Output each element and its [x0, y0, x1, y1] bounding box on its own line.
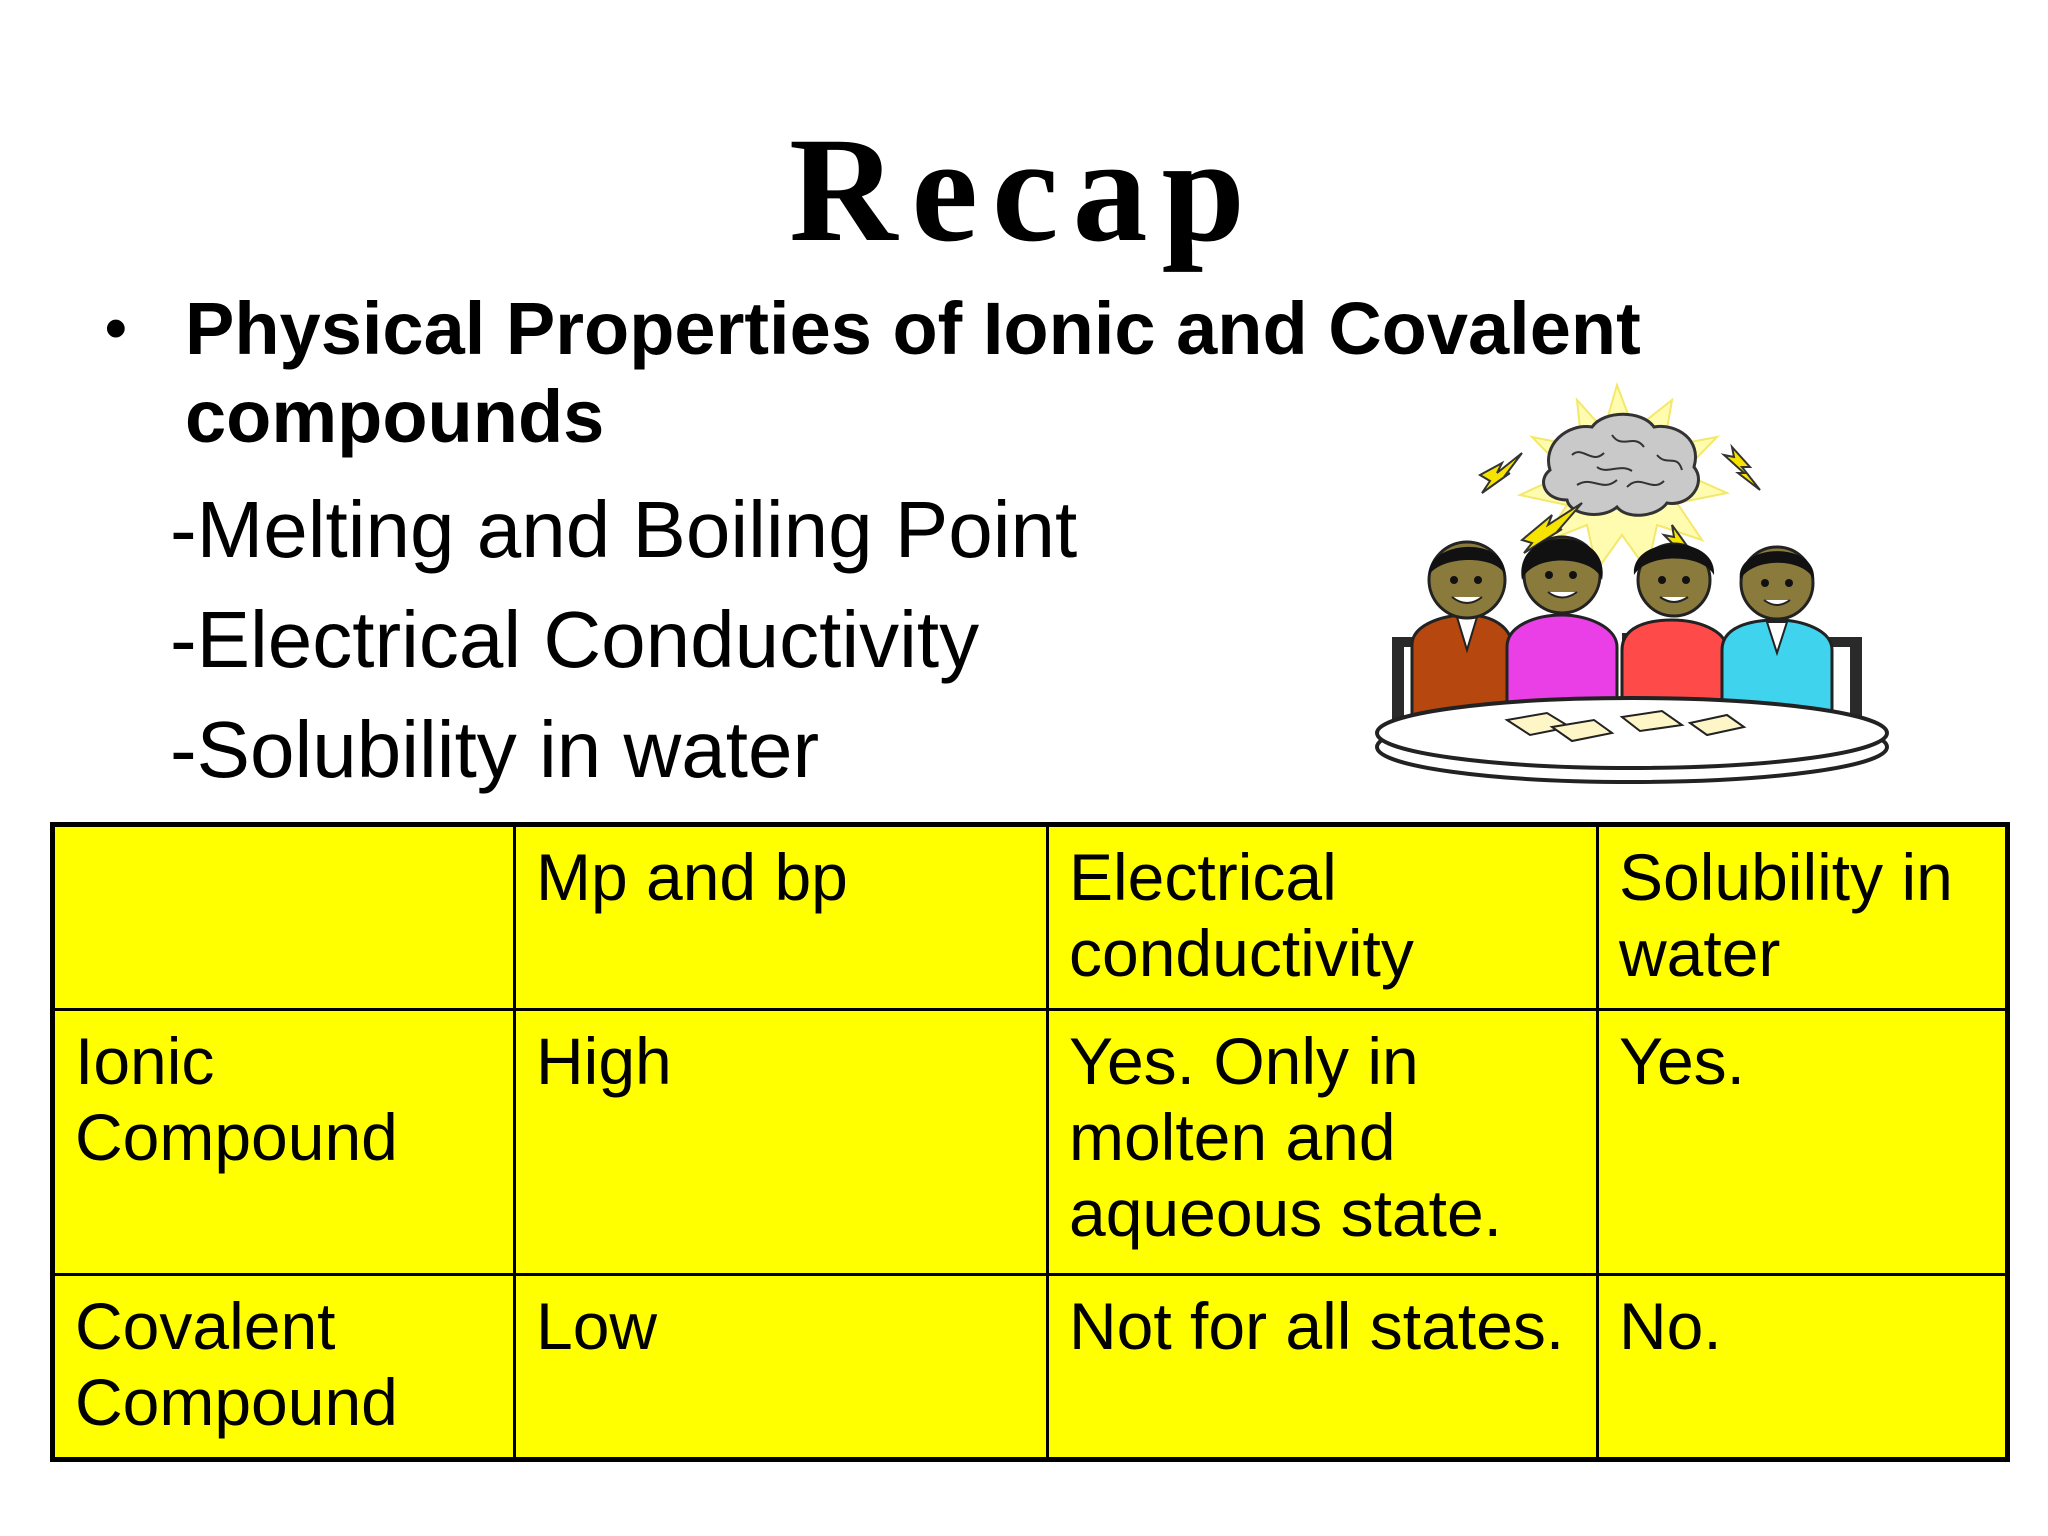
table-cell: Low	[515, 1275, 1048, 1460]
table-header-cell: Mp and bp	[515, 825, 1048, 1010]
table-header-row	[53, 825, 2008, 1010]
person-icon	[1622, 544, 1727, 715]
slide-title: Recap	[789, 107, 1259, 273]
person-icon	[1507, 537, 1617, 715]
brainstorm-meeting-clipart-icon	[1372, 375, 1892, 785]
table-header-cell	[53, 825, 515, 1010]
table-cell: Not for all states.	[1048, 1275, 1598, 1460]
table-cell: Ionic Compound	[53, 1010, 515, 1275]
sub-item-list	[170, 475, 1077, 805]
table-cell: High	[515, 1010, 1048, 1275]
bullet-text: Physical Properties of Ionic and Covalent compounds	[185, 287, 1641, 458]
person-icon	[1722, 547, 1832, 715]
brain-icon	[1544, 414, 1699, 515]
person-icon	[1412, 542, 1512, 715]
table-cell: Covalent Compound	[53, 1275, 515, 1460]
table-cell: Yes. Only in molten and aqueous state.	[1048, 1010, 1598, 1275]
round-table-icon	[1377, 698, 1887, 782]
sub-item-melting: -Melting and Boiling Point	[170, 485, 1078, 574]
table-row	[53, 1275, 2008, 1460]
table-cell: No.	[1598, 1275, 2008, 1460]
table-row	[53, 1010, 2008, 1275]
table-cell: Yes.	[1598, 1010, 2008, 1275]
bullet-symbol: •	[105, 294, 127, 363]
properties-table	[50, 822, 2010, 1462]
sub-item-conductivity: -Electrical Conductivity	[170, 595, 980, 684]
table-header-cell: Solubility in water	[1598, 825, 2008, 1010]
table-header-cell: Electrical conductivity	[1048, 825, 1598, 1010]
sub-item-solubility: -Solubility in water	[170, 705, 820, 794]
